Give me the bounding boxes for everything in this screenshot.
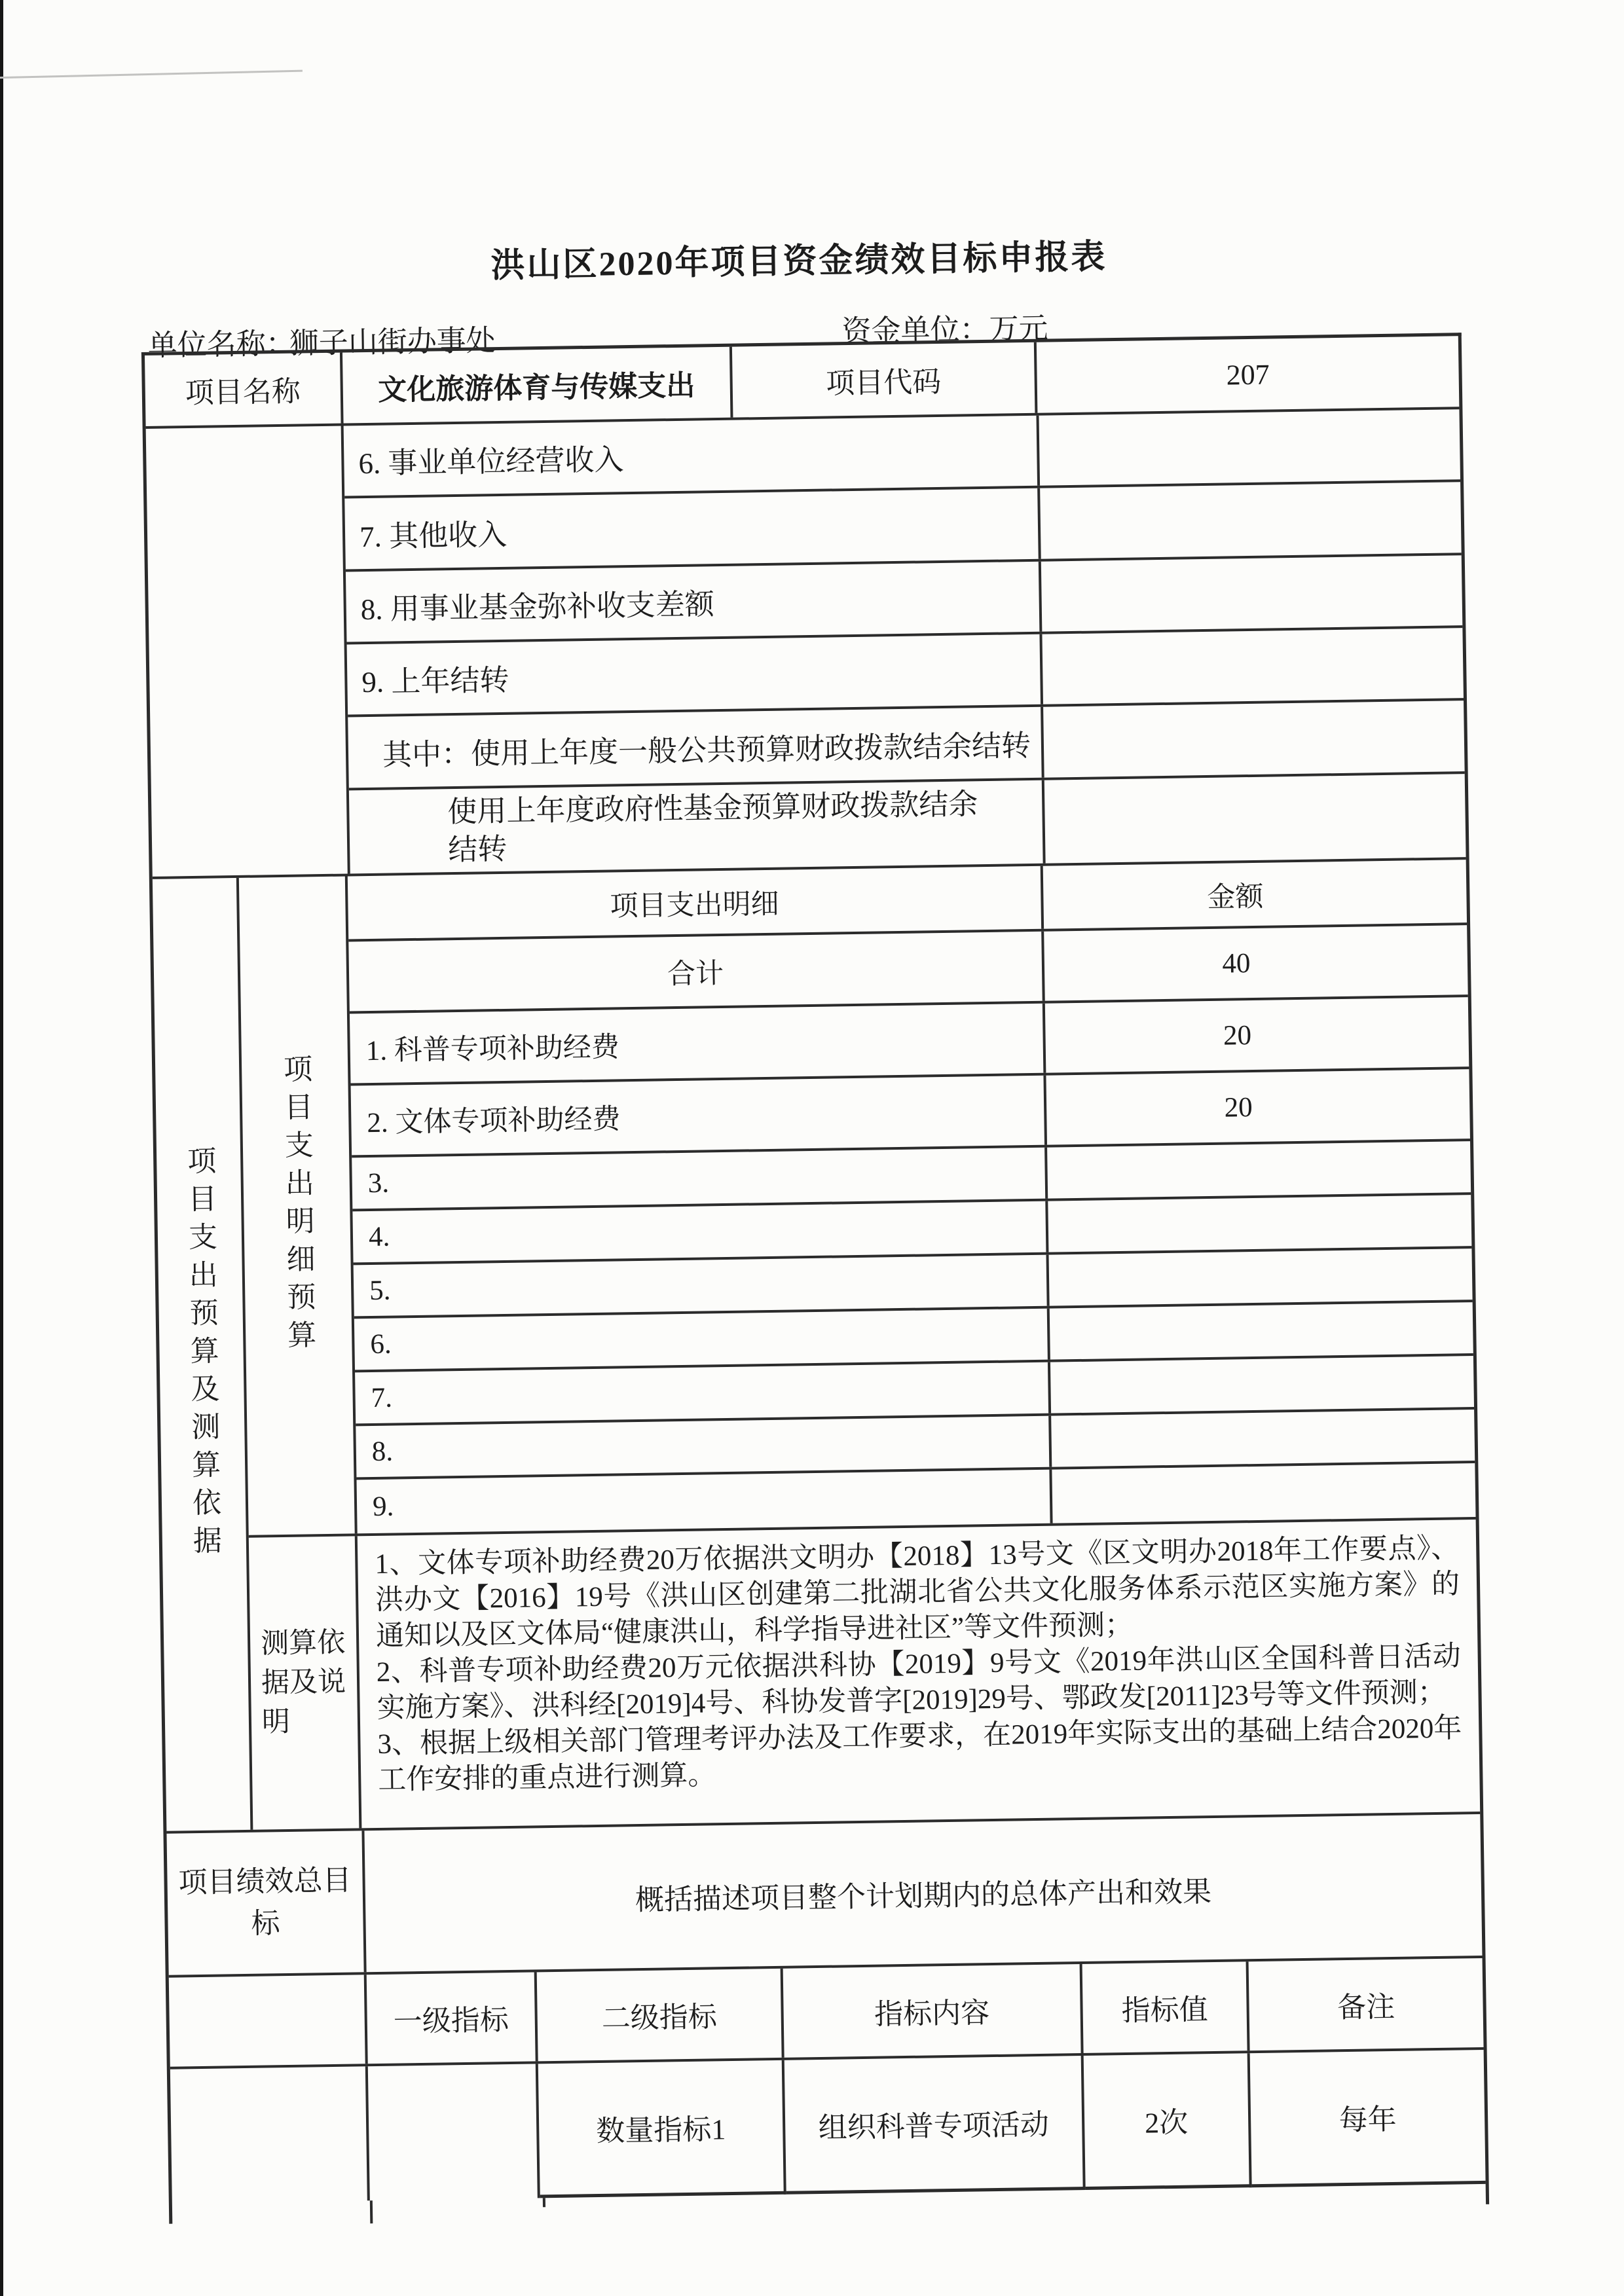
income-row-value [1042,628,1464,704]
detail-row-amount [1050,1302,1473,1360]
income-row-label: 9. 上年结转 [347,634,1043,715]
fund-unit-label: 资金单位： [841,312,989,348]
detail-row-name: 8. [356,1416,1052,1478]
detail-row-name: 1. 科普专项补助经费 [350,1004,1046,1084]
budget-detail-block [239,860,1476,1538]
detail-side-label-cell [239,876,358,1535]
indicator-value-cell: 2次 [1084,2053,1252,2190]
income-row-label: 6. 事业单位经营收入 [344,416,1040,496]
basis-item: 1、文体专项补助经费20万依据洪文明办【2018】13号文《区文明办2018年工作要点》、洪办文【2016】19号《洪山区创建第二批湖北省公共文化服务体系示范区实施方案》的通知以及区文体局“健康洪山，科学指导进社区”等文件预测； [375,1533,1460,1652]
income-row-value [1040,483,1462,559]
detail-row-name: 6. [354,1309,1050,1370]
detail-row-name: 3. [352,1148,1048,1209]
detail-header-name: 项目支出明细 [348,866,1044,939]
indicator-level1-cell [368,2064,540,2200]
goal-label: 项目绩效总目标 [166,1831,366,1975]
project-code-value: 207 [1226,358,1270,391]
basis-item: 2、科普专项补助经费20万元依据洪科协【2019】9号文《2019年洪山区全国科普日活动实施方案》、洪科经[2019]4号、科协发普字[2019]29号、鄂政发[2011]23号等文件预测； [376,1641,1462,1724]
budget-section [153,860,1480,1834]
indicator-side-cell [170,2066,370,2203]
indicator-header-level1: 一级指标 [367,1972,538,2064]
project-name-label: 项目名称 [145,353,344,426]
income-row-label: 其中：使用上年度一般公共预算财政拨款结余结转 [348,707,1044,788]
detail-row-amount [1047,1141,1471,1199]
detail-row-name: 7. [355,1362,1051,1424]
income-rows [344,409,1466,873]
budget-body [239,860,1480,1830]
income-row-value [1043,701,1465,778]
project-name-value: 文化旅游体育与传媒支出 [342,347,733,424]
indicator-level2-cell: 数量指标1 [538,2060,786,2198]
income-row-value [1044,774,1466,864]
income-row-value [1041,555,1463,632]
income-row-value [1039,409,1460,486]
fund-unit-value: 万元 [989,312,1048,346]
declaration-table [141,333,1489,2224]
indicator-data-row [170,2050,1486,2204]
detail-rows [348,860,1476,1533]
basis-block [249,1520,1480,1830]
detail-row-amount [1048,1195,1471,1252]
budget-side-label: 项目支出预算及测算依据 [182,1145,221,1564]
detail-row-name: 4. [352,1201,1048,1263]
indicator-header-value: 指标值 [1082,1961,1250,2053]
detail-row-amount [1052,1463,1475,1523]
unit-name-value: 狮子山街办事处 [289,324,496,360]
detail-row-name: 合计 [348,932,1044,1011]
project-code-label: 项目代码 [732,342,1038,418]
cutoff-line [370,2200,373,2223]
detail-row-name: 5. [354,1255,1050,1317]
detail-row-amount: 20 [1223,1019,1252,1051]
indicator-content-cell: 组织科普专项活动 [784,2056,1086,2195]
basis-item: 3、根据上级相关部门管理考评办法及工作要求，在2019年实际支出的基础上结合2020年工作安排的重点进行测算。 [377,1713,1462,1796]
detail-row-name: 2. 文体专项补助经费 [351,1076,1047,1156]
detail-row-amount [1050,1356,1474,1413]
income-row [349,774,1466,873]
indicator-header-level2: 二级指标 [537,1969,784,2062]
detail-row-amount [1051,1410,1475,1467]
income-side-cell [146,426,350,876]
goal-row [166,1814,1482,1978]
basis-text [358,1520,1480,1828]
detail-row-amount: 20 [1224,1091,1253,1123]
indicator-header-spacer [169,1975,368,2066]
goal-description: 概括描述项目整个计划期内的总体产出和效果 [635,1876,1212,1917]
income-row-label: 7. 其他收入 [344,488,1041,569]
cutoff-line [543,2198,545,2207]
unit-name-label: 单位名称： [147,327,296,362]
basis-side-label: 测算依据及说明 [249,1536,362,1829]
indicator-note-cell: 每年 [1250,2050,1486,2187]
detail-row-amount: 40 [1222,947,1251,979]
budget-side-label-cell [153,878,253,1831]
detail-side-label: 项目支出明细预算 [278,1053,316,1358]
indicator-header-note: 备注 [1337,1990,1395,2024]
income-row-label: 8. 用事业基金弥补收支差额 [346,561,1042,642]
detail-row-name: 9. [356,1470,1052,1534]
indicator-header-content: 指标内容 [783,1964,1084,2058]
income-row-label: 使用上年度政府性基金预算财政拨款结余结转 [349,780,1046,873]
detail-row-amount [1049,1248,1473,1306]
income-section [146,409,1466,879]
form-title: 洪山区2020年项目资金绩效目标申报表 [490,238,1107,285]
detail-header-amount: 金额 [1207,881,1264,913]
